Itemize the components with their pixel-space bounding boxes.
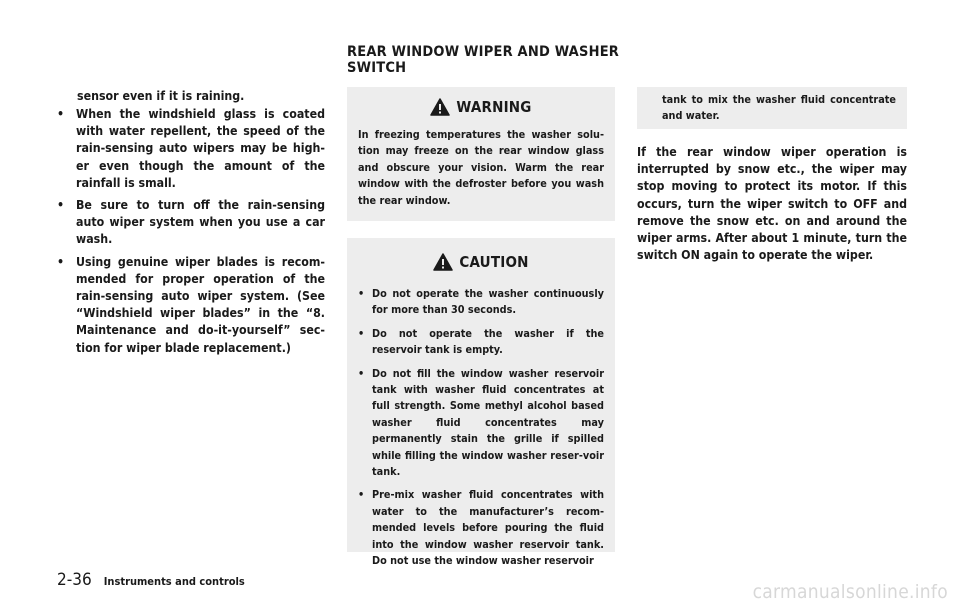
bullet-text: Using genuine wiper blades is recom-mended for proper operation of the rain-sensing auto wiper system. (See “Windshield wiper blades” in the “8. Maintenance and do-it-yourself” sec-tion for wiper blade replacement.) [76,254,325,355]
list-item [57,106,325,192]
bullet-symbol: • [57,198,65,213]
list-item [358,286,604,319]
list-item [358,487,604,569]
warning-header [347,87,615,127]
column1-bullets [57,106,325,362]
list-item [358,366,604,481]
section-heading: REAR WINDOW WIPER AND WASHER SWITCH [347,44,620,76]
caution-label: CAUTION [459,253,529,271]
bullet-symbol: • [358,488,365,502]
bullet-symbol: • [358,366,365,380]
warning-label: WARNING [456,98,532,116]
caution-triangle-icon [433,253,453,271]
caution-header [347,238,615,286]
caution-box [347,238,615,568]
watermark: carmanualsonline.info [752,581,948,603]
list-item [57,197,325,249]
bullet-symbol: • [358,287,365,300]
warning-box [347,87,615,221]
continuation-text: sensor even if it is raining. [77,89,245,103]
warning-triangle-icon [430,98,450,116]
list-item [57,254,325,357]
body-paragraph: If the rear window wiper operation is interrupted by snow etc., the wiper may stop moving to protect its motor. If this occurs, turn the wiper switch to OFF and remove the snow etc. on and around the wiper arms. After about 1 minute, turn the switch ON again to operate the wiper. [637,145,907,263]
caution-continued-box [637,87,907,129]
list-item [358,326,604,359]
caution-text: Do not operate the washer if the reservoir tank is empty. [372,326,604,357]
caution-text: Do not fill the window washer reservoir tank with washer fluid concentrates at full strength. Some methyl alcohol based washer fluid concentrates may permanently stain the grille if spilled while filling the window washer reser-voir tank. [372,366,604,479]
bullet-symbol: • [358,326,365,340]
bullet-symbol: • [57,107,65,121]
section-name: Instruments and controls [103,575,245,588]
bullet-symbol: • [57,254,65,269]
caution-text: Pre-mix washer fluid concentrates with water to the manufacturer’s recom-mended levels before pouring the fluid into the window washer reservoir tank. Do not use the window washer reservoir [372,488,604,568]
bullet-text: Be sure to turn off the rain-sensing auto wiper system when you use a car wash. [76,198,325,247]
page-number: 2-36 [57,570,92,590]
warning-text: In freezing temperatures the washer solu-tion may freeze on the rear window glass and obscure your vision. Warm the rear window with the defroster before you wash the rear window. [358,128,604,207]
page-footer [57,570,245,590]
column3 [637,144,907,264]
caution-text: Do not operate the washer continuously for more than 30 seconds. [372,287,604,317]
bullet-text: When the windshield glass is coated with water repellent, the speed of the rain-sensing auto wipers may be high-er even though the amount of the rainfall is small. [76,107,325,190]
caution-continued-text: tank to mix the washer fluid concentrate and water. [662,93,896,123]
